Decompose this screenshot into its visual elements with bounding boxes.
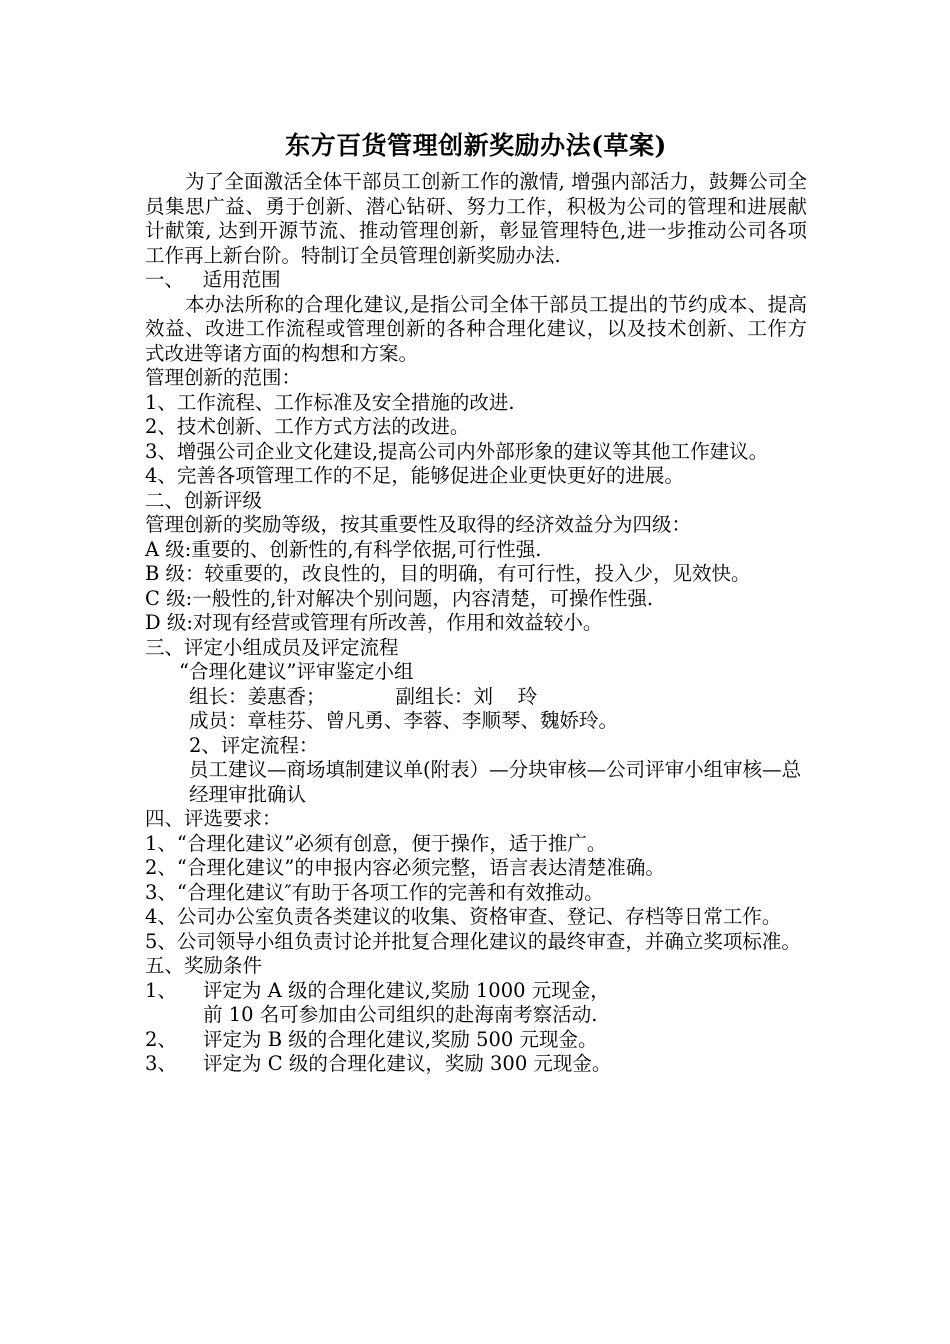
section-5-heading: 五、奖励条件	[145, 954, 263, 977]
requirement-item: 2、“合理化建议”的申报内容必须完整，语言表达清楚准确。	[145, 856, 665, 879]
requirement-item: 4、公司办公室负责各类建议的收集、资格审查、登记、存档等日常工作。	[145, 905, 782, 928]
reward-item	[145, 979, 807, 1028]
review-group-leaders	[145, 685, 807, 710]
reward-text: 评定为 C 级的合理化建议，奖励 300 元现金。	[203, 1052, 612, 1075]
section-1-body: 本办法所称的合理化建议,是指公司全体干部员工提出的节约成本、提高效益、改进工作流程或管理创新的各种合理化建议，以及技术创新、工作方式改进等诸方面的构想和方案。	[145, 292, 807, 365]
document-title: 东方百货管理创新奖励办法(草案)	[285, 131, 667, 160]
scope-item: 1、工作流程、工作标准及安全措施的改进.	[145, 390, 515, 414]
scope-label: 管理创新的范围：	[145, 366, 302, 389]
level-a: A 级:重要的、创新性的,有科学依据,可行性强.	[145, 537, 542, 561]
reward-text: 评定为 B 级的合理化建议,奖励 500 元现金。	[203, 1027, 598, 1051]
reward-number: 3、	[145, 1052, 177, 1075]
group-deputy: 副组长：刘 玲	[395, 684, 538, 708]
section-2-intro: 管理创新的奖励等级，按其重要性及取得的经济效益分为四级：	[145, 513, 692, 536]
reward-text-line: 评定为 A 级的合理化建议,奖励 1000 元现金，	[203, 978, 610, 1002]
group-members: 成员：章桂芬、曾凡勇、李蓉、李顺琴、魏娇玲。	[189, 709, 619, 732]
reward-text	[203, 979, 807, 1028]
level-d: D 级:对现有经营或管理有所改善，作用和效益较小。	[145, 611, 603, 634]
requirement-item: 3、“合理化建议″有助于各项工作的完善和有效推动。	[145, 880, 604, 904]
level-b: B 级：较重要的，改良性的，目的明确，有可行性，投入少，见效快。	[145, 562, 751, 585]
scope-item: 3、增强公司企业文化建设,提高公司内外部形象的建议等其他工作建议。	[145, 439, 769, 463]
requirement-item: 5、公司领导小组负责讨论并批复合理化建议的最终审查，并确立奖项标准。	[145, 929, 801, 953]
scope-item: 2、技术创新、工作方式方法的改进。	[145, 415, 470, 438]
process-flow: 员工建议—商场填制建议单(附表）—分块审核—公司评审小组审核—总经理审批确认	[189, 758, 802, 806]
group-leader: 组长：姜惠香；	[189, 684, 326, 708]
reward-number: 1、	[145, 978, 177, 1002]
section-3-heading: 三、评定小组成员及评定流程	[145, 635, 399, 659]
intro-paragraph: 为了全面激活全体干部员工创新工作的激情, 增强内部活力，鼓舞公司全员集思广益、勇于创新、潜心钻研、努力工作，积极为公司的管理和进展献计献策, 达到开源节流、推动管理创新，彰显管理特色,进一步推动公司各项工作再上新台阶。特制订全员管理创新奖励办法.	[145, 170, 807, 267]
section-1-heading: 一、 适用范围	[145, 268, 281, 291]
reward-item	[145, 1052, 807, 1077]
level-c: C 级:一般性的,针对解决个别问题，内容清楚，可操作性强.	[145, 586, 654, 610]
section-4-heading: 四、评选要求：	[145, 807, 282, 830]
section-2-heading: 二、创新评级	[145, 488, 263, 512]
scope-item: 4、完善各项管理工作的不足，能够促进企业更快更好的进展。	[145, 464, 684, 487]
reward-extra-line: 前 10 名可参加由公司组织的赴海南考察活动.	[203, 1003, 598, 1026]
reward-number: 2、	[145, 1027, 177, 1051]
document-page	[145, 128, 807, 1077]
reward-item	[145, 1028, 807, 1053]
review-group-name: “合理化建议”评审鉴定小组	[179, 660, 414, 683]
process-label: 2、评定流程：	[189, 733, 319, 757]
requirement-item: 1、“合理化建议”必须有创意，便于操作，适于推广。	[145, 831, 607, 855]
